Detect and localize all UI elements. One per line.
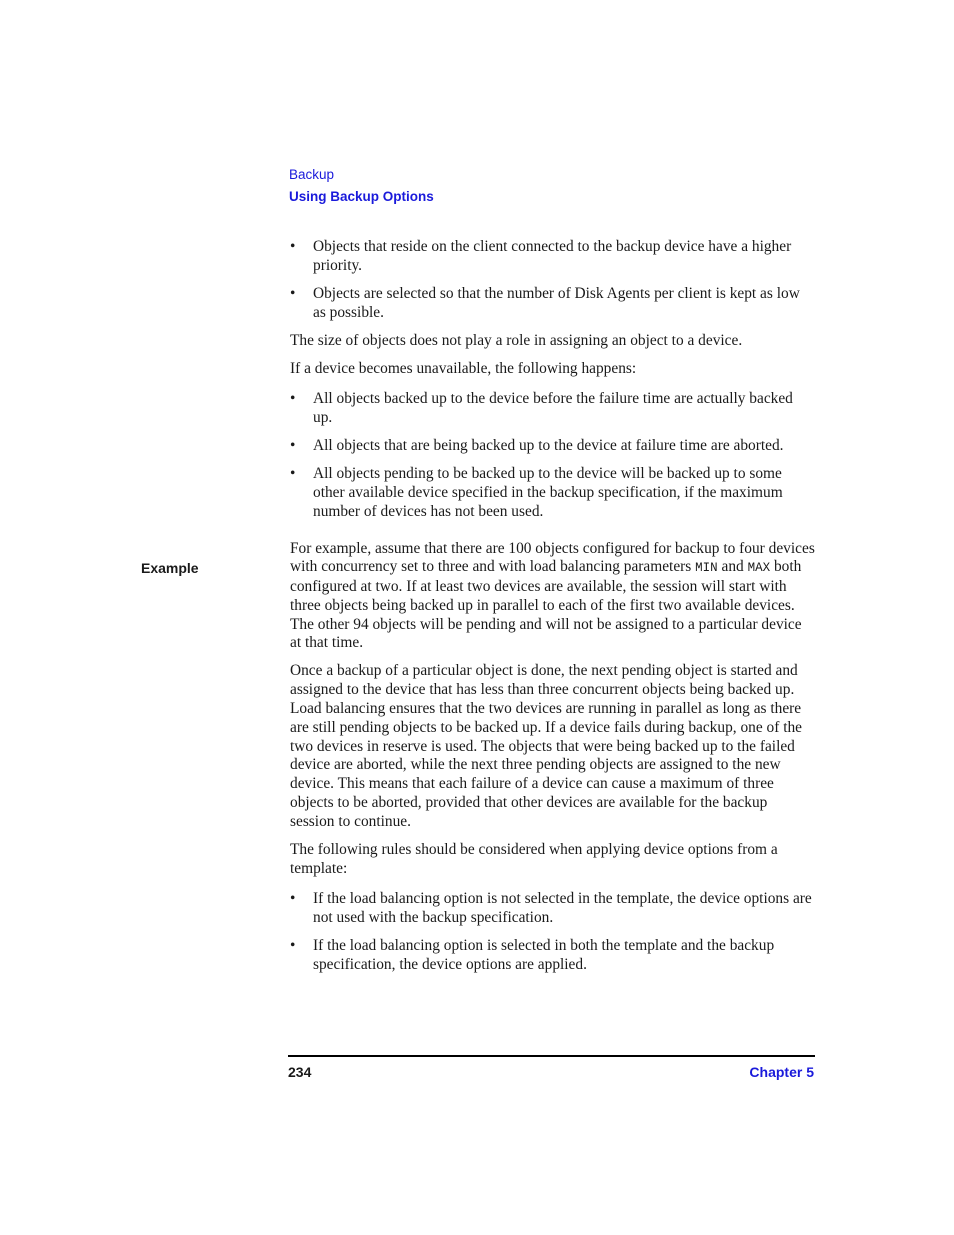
- text-run: and: [717, 558, 748, 576]
- list-item-text: Objects that reside on the client connected to the backup device have a higher priority.: [313, 238, 792, 274]
- param-min: MIN: [695, 561, 718, 576]
- footer-divider: [288, 1055, 815, 1057]
- list-item-text: All objects pending to be backed up to the device will be backed up to some other available device specified in the backup specification, if the maximum number of devices has not been used.: [313, 465, 783, 520]
- list-item-text: All objects that are being backed up to the device at failure time are aborted.: [313, 437, 784, 455]
- list-item: [290, 937, 815, 975]
- list-item-text: If the load balancing option is not selected in the template, the device options are not used with the backup specification.: [313, 890, 812, 927]
- bullet-glyph: •: [290, 890, 296, 908]
- bullet-glyph: •: [290, 937, 296, 955]
- text-run: both configured at two. If at least two devices are available, the session will start with three objects being backed up in parallel to each of the first two available devices. The other 94 objects will be pending and will not be assigned to a particular device at that time.: [290, 558, 802, 652]
- bullet-glyph: •: [290, 465, 296, 483]
- bullet-glyph: •: [290, 437, 296, 455]
- breadcrumb[interactable]: Backup: [289, 167, 335, 182]
- chapter-link[interactable]: Chapter 5: [749, 1064, 814, 1080]
- example-paragraph-2: Once a backup of a particular object is done, the next pending object is started and assigned to the device that has less than three concurrent objects being backed up. Load balancing ensures that the two devices are running in parallel as long as there are still pending objects to be backed up. If a device fails during backup, one of the two devices in reserve is used. The objects that were being backed up to the failed device are aborted, while the next three pending objects are assigned to the new device. This means that each failure of a device can cause a maximum of three objects to be aborted, provided that other devices are available for the backup session to continue.: [290, 662, 802, 830]
- body-content: [290, 238, 815, 984]
- paragraph-size: The size of objects does not play a role in assigning an object to a device.: [290, 331, 743, 349]
- priority-list: [290, 238, 815, 322]
- section-title[interactable]: Using Backup Options: [289, 189, 434, 204]
- bullet-glyph: •: [290, 284, 296, 302]
- example-paragraph-3: The following rules should be considered when applying device options from a template:: [290, 840, 778, 877]
- list-item-text: Objects are selected so that the number of Disk Agents per client is kept as low as possible.: [313, 284, 800, 321]
- list-item: [290, 890, 815, 928]
- failure-list: [290, 390, 815, 521]
- running-header: [289, 166, 434, 206]
- bullet-glyph: •: [290, 238, 296, 255]
- list-item: [290, 238, 815, 276]
- list-item-text: All objects backed up to the device before the failure time are actually backed up.: [313, 390, 793, 427]
- list-item-text: If the load balancing option is selected in both the template and the backup specification, the device options are applied.: [313, 937, 775, 973]
- example-label: Example: [141, 560, 199, 576]
- bullet-glyph: •: [290, 390, 296, 408]
- page-number: 234: [288, 1064, 312, 1080]
- list-item: [290, 437, 815, 456]
- list-item: [290, 390, 815, 428]
- paragraph-unavailable: If a device becomes unavailable, the following happens:: [290, 359, 637, 377]
- example-block: [290, 540, 815, 975]
- param-max: MAX: [747, 561, 771, 576]
- list-item: [290, 285, 815, 323]
- example-paragraph-1: [290, 540, 815, 654]
- list-item: [290, 465, 815, 521]
- rules-list: [290, 890, 815, 974]
- text-run: For example, assume that there are 100 objects configured for backup to four devices with concurrency set to three and with load balancing parameters: [290, 539, 815, 576]
